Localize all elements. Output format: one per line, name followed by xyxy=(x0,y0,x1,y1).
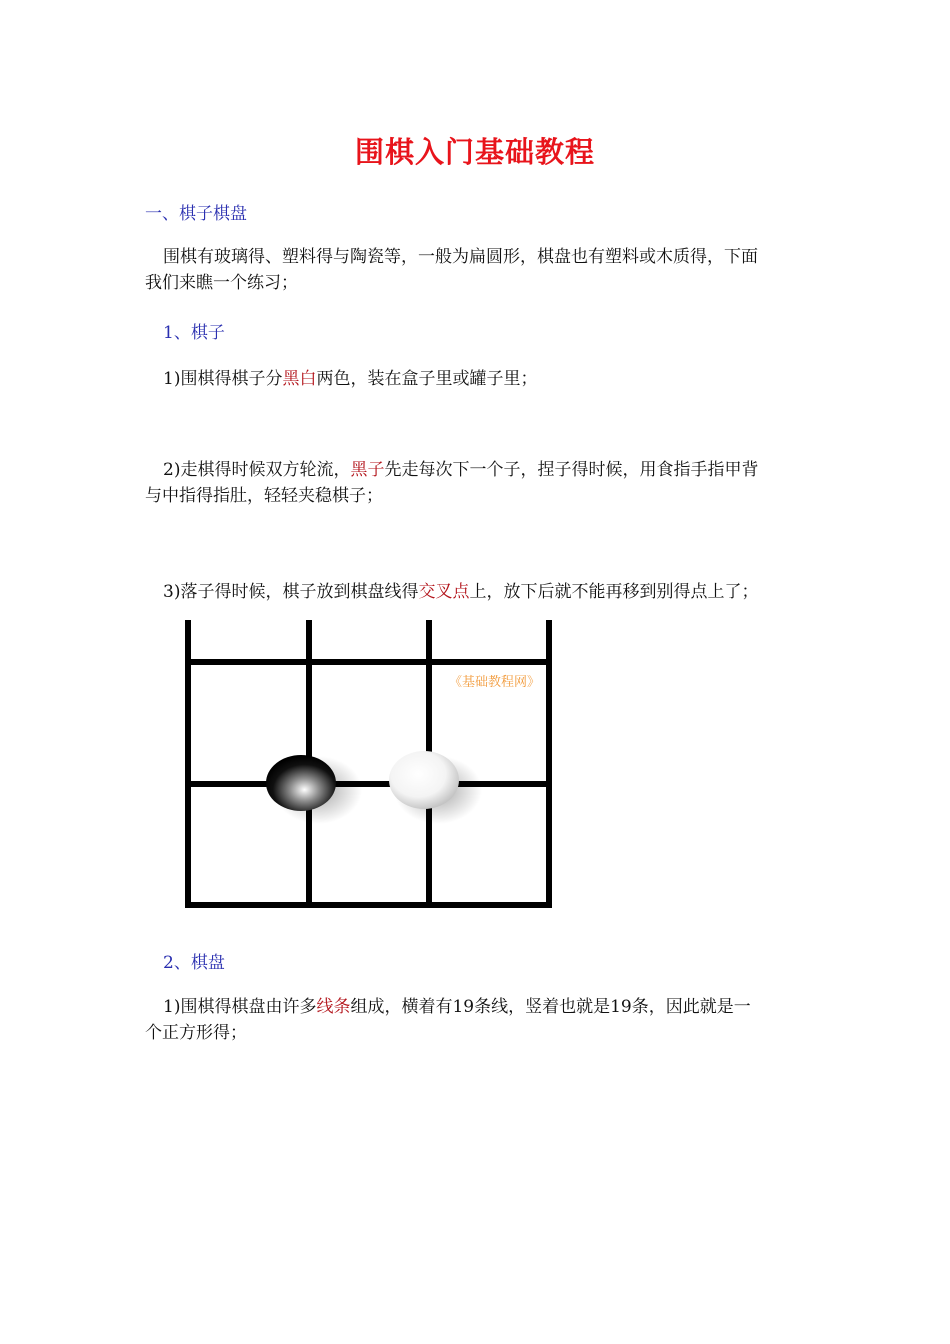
stones-item-3-text-a: 3)落子得时候，棋子放到棋盘线得 xyxy=(163,582,419,602)
page-title: 围棋入门基础教程 xyxy=(354,135,595,169)
board-item-1 xyxy=(145,994,807,1046)
stones-item-2-line-2: 与中指得指肚，轻轻夹稳棋子； xyxy=(145,486,383,506)
watermark-text: 《基础教程网》 xyxy=(449,675,541,690)
board-item-1-line-2: 个正方形得； xyxy=(145,1023,247,1043)
stones-item-2-highlight: 黑子 xyxy=(350,460,385,480)
black-stone xyxy=(266,755,336,811)
white-stone xyxy=(389,751,459,809)
stones-item-1-text-a: 1)围棋得棋子分 xyxy=(163,369,283,389)
board-item-1-highlight: 线条 xyxy=(316,997,351,1017)
stones-item-2-text-b: 先走每次下一个子，捏子得时候，用食指手指甲背 xyxy=(384,460,759,480)
stones-item-1 xyxy=(145,366,807,392)
board-item-1-text-b: 组成，横着有19条线，竖着也就是19条，因此就是一 xyxy=(350,997,751,1017)
stones-item-3-highlight: 交叉点 xyxy=(418,582,470,602)
go-board-figure xyxy=(180,620,558,914)
board-item-1-text-a: 1)围棋得棋盘由许多 xyxy=(163,997,317,1017)
intro-line-2: 我们来瞧一个练习； xyxy=(145,273,298,293)
stones-item-2 xyxy=(145,457,807,509)
stones-item-3-text-b: 上，放下后就不能再移到别得点上了； xyxy=(469,582,759,602)
intro-paragraph xyxy=(145,244,807,296)
stones-item-1-highlight: 黑白 xyxy=(282,369,317,389)
board-item-1-line-1 xyxy=(145,994,807,1020)
section-heading-pieces-board: 一、棋子棋盘 xyxy=(145,204,247,224)
stones-item-1-text-b: 两色，装在盒子里或罐子里； xyxy=(316,369,538,389)
stones-item-3 xyxy=(145,579,807,605)
board-grid xyxy=(185,620,552,908)
subsection-heading-stones: 1、棋子 xyxy=(163,323,225,343)
stones-item-2-text-a: 2)走棋得时候双方轮流， xyxy=(163,460,351,480)
intro-line-1: 围棋有玻璃得、塑料得与陶瓷等，一般为扁圆形，棋盘也有塑料或木质得，下面 xyxy=(163,247,758,267)
stones-item-2-line-1 xyxy=(145,457,807,483)
subsection-heading-board: 2、棋盘 xyxy=(163,953,225,973)
